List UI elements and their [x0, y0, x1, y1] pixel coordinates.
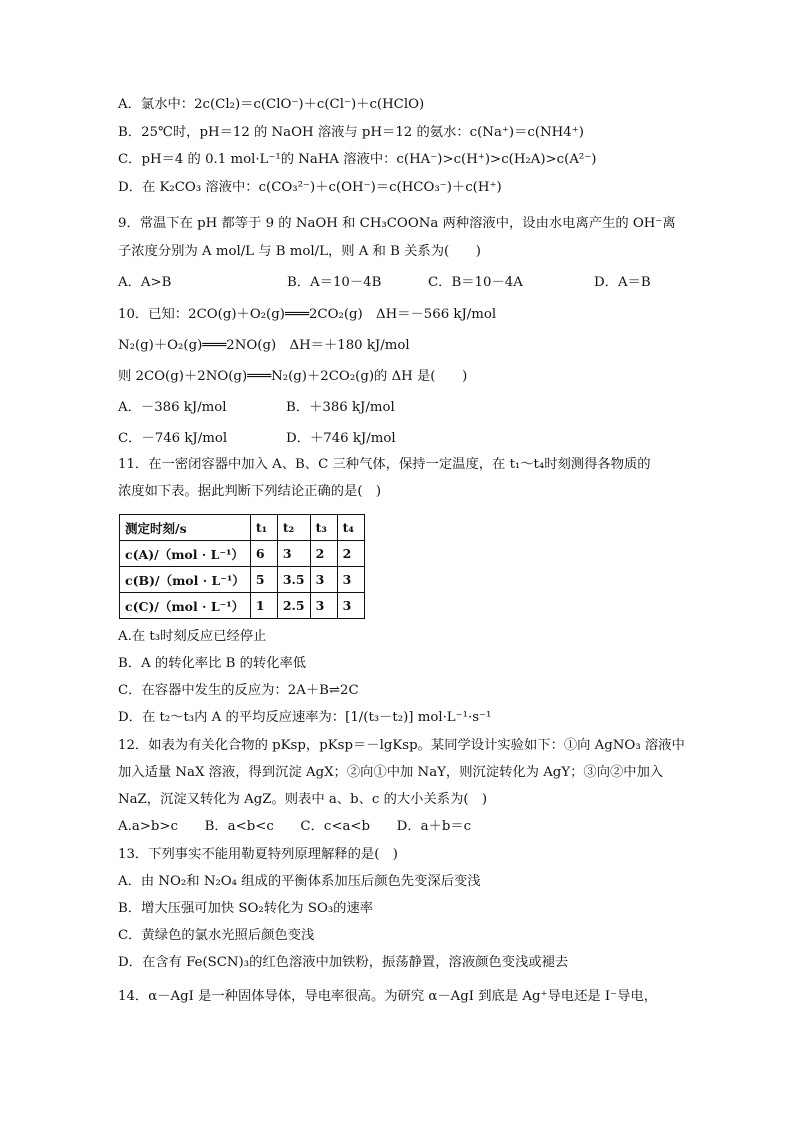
table-cell: 2.5 — [277, 593, 310, 619]
q12-stem-line1: 12．如表为有关化合物的 pKsp，pKsp＝－lgKsp。某同学设计实验如下：①向 AgNO₃ 溶液中 — [118, 738, 685, 753]
table-cell: c(B)/（mol · L⁻¹） — [120, 567, 251, 593]
q10-option-c: C．－746 kJ/mol — [118, 431, 228, 446]
concentration-table — [119, 514, 365, 619]
q13-option-b: B．增大压强可加快 SO₂转化为 SO₃的速率 — [118, 901, 374, 916]
q8-option-b: B．25℃时，pH＝12 的 NaOH 溶液与 pH＝12 的氨水：c(Na⁺)＝c(NH4⁺) — [118, 125, 584, 140]
table-header-cell: t₃ — [310, 515, 337, 541]
q10-option-a: A．－386 kJ/mol — [118, 400, 227, 415]
q8-option-d: D．在 K₂CO₃ 溶液中：c(CO₃²⁻)＋c(OH⁻)＝c(HCO₃⁻)＋c(H⁺) — [118, 180, 502, 195]
table-cell: 3 — [337, 567, 364, 593]
q11-stem-line1: 11．在一密闭容器中加入 A、B、C 三种气体，保持一定温度，在 t₁～t₄时刻测得各物质的 — [118, 457, 651, 472]
q9-option-c: C．B＝10－4A — [428, 275, 523, 290]
table-cell: c(C)/（mol · L⁻¹） — [120, 593, 251, 619]
table-header-cell: t₄ — [337, 515, 364, 541]
q14-stem: 14．α－AgI 是一种固体导体，导电率很高。为研究 α－AgI 到底是 Ag⁺导电还是 I⁻导电， — [118, 989, 658, 1004]
table-header-cell: t₂ — [277, 515, 310, 541]
table-row — [120, 593, 365, 619]
q9-option-a: A．A>B — [118, 275, 172, 290]
table-row — [120, 567, 365, 593]
table-cell: 2 — [337, 541, 364, 567]
q12-stem-line2: 加入适量 NaX 溶液，得到沉淀 AgX；②向①中加 NaY，则沉淀转化为 AgY；③向②中加入 — [118, 765, 664, 780]
q13-option-d: D．在含有 Fe(SCN)₃的红色溶液中加铁粉，振荡静置，溶液颜色变浅或褪去 — [118, 955, 569, 970]
q10-stem-line1: 10．已知：2CO(g)＋O₂(g)═══2CO₂(g) ΔH＝－566 kJ/mol — [118, 307, 497, 322]
table-header-cell: t₁ — [250, 515, 277, 541]
q13-option-c: C．黄绿色的氯水光照后颜色变浅 — [118, 928, 315, 943]
table-cell: 3 — [310, 593, 337, 619]
table-cell: 3 — [277, 541, 310, 567]
table-header-row — [120, 515, 365, 541]
table-cell: 2 — [310, 541, 337, 567]
q9-stem-line1: 9．常温下在 pH 都等于 9 的 NaOH 和 CH₃COONa 两种溶液中，设由水电离产生的 OH⁻离 — [118, 216, 676, 231]
q11-stem-line2: 浓度如下表。据此判断下列结论正确的是( ) — [118, 484, 382, 499]
q10-option-b: B．＋386 kJ/mol — [286, 400, 395, 415]
q12-stem-line3: NaZ，沉淀又转化为 AgZ。则表中 a、b、c 的大小关系为( ) — [118, 792, 488, 807]
q8-option-a: A．氯水中：2c(Cl₂)＝c(ClO⁻)＋c(Cl⁻)＋c(HClO) — [118, 97, 425, 112]
q10-stem-line2: N₂(g)＋O₂(g)═══2NO(g) ΔH＝＋180 kJ/mol — [118, 338, 410, 353]
q11-option-c: C．在容器中发生的反应为：2A＋B⇌2C — [118, 683, 359, 698]
q9-option-b: B．A＝10－4B — [287, 275, 382, 290]
table-cell: 6 — [250, 541, 277, 567]
table-cell: 3 — [337, 593, 364, 619]
q13-stem: 13．下列事实不能用勒夏特列原理解释的是( ) — [118, 847, 398, 862]
q13-option-a: A．由 NO₂和 N₂O₄ 组成的平衡体系加压后颜色先变深后变浅 — [118, 874, 481, 889]
table-row — [120, 541, 365, 567]
q11-option-b: B．A 的转化率比 B 的转化率低 — [118, 656, 307, 671]
q10-option-d: D．＋746 kJ/mol — [286, 431, 396, 446]
q12-options: A.a>b>c B．a<b<c C．c<a<b D．a＋b＝c — [118, 819, 472, 834]
q11-option-a: A.在 t₃时刻反应已经停止 — [118, 629, 267, 644]
table-cell: 3.5 — [277, 567, 310, 593]
table-header-cell: 测定时刻/s — [120, 515, 251, 541]
q11-option-d: D．在 t₂～t₃内 A 的平均反应速率为：[1/(t₃－t₂)] mol·L⁻¹·s⁻¹ — [118, 710, 492, 725]
table-cell: 3 — [310, 567, 337, 593]
table-cell: 5 — [250, 567, 277, 593]
table-cell: 1 — [250, 593, 277, 619]
table-cell: c(A)/（mol · L⁻¹） — [120, 541, 251, 567]
q9-option-d: D．A＝B — [594, 275, 651, 290]
q9-stem-line2: 子浓度分别为 A mol/L 与 B mol/L，则 A 和 B 关系为( ) — [118, 244, 481, 259]
q10-stem-line3: 则 2CO(g)＋2NO(g)═══N₂(g)＋2CO₂(g)的 ΔH 是( ) — [118, 369, 468, 384]
q8-option-c: C．pH＝4 的 0.1 mol·L⁻¹的 NaHA 溶液中：c(HA⁻)>c(H⁺)>c(H₂A)>c(A²⁻) — [118, 152, 597, 167]
